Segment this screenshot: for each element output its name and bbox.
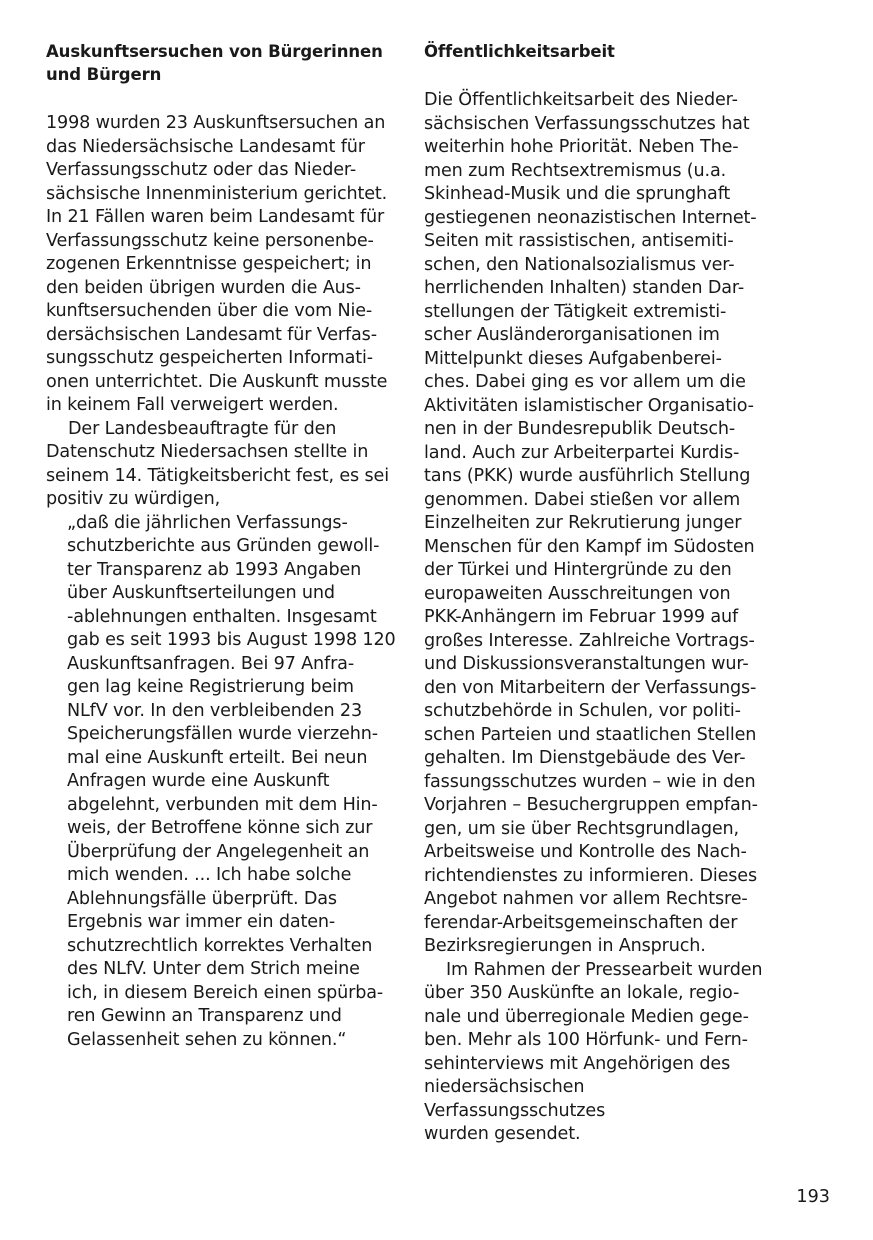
page-number: 193	[796, 1187, 830, 1207]
paragraph-auskunftsersuchen-stats: 1998 wurden 23 Auskunftsersuchen an das Niedersächsische Landesamt für Verfassungsschutz oder das Nieder- sächsische Innenministerium gerichtet. In 21 Fällen waren beim Landesamt für Verfassungsschutz keine personenbe- zogenen Erkenntnisse gespeichert; in den beiden übrigen wurden die Aus- kunftsersuchenden über die vom Nie- dersächsischen Landesamt für Verfas- sungsschutz gespeicherten Informati- onen unterrichtet. Die Auskunft musste in keinem Fall verweigert werden.	[46, 113, 388, 415]
paragraph-pressearbeit: Im Rahmen der Pressearbeit wurden über 350 Auskünfte an lokale, regio- nale und überregionale Medien gege- ben. Mehr als 100 Hörfunk- und Fern- sehinterviews mit Angehörigen des niedersächsischen Verfassungsschutzes wurden gesendet.	[424, 959, 763, 1144]
paragraph-oeffentlichkeitsarbeit: Die Öffentlichkeitsarbeit des Nieder- sächsischen Verfassungsschutzes hat weiterhin hohe Priorität. Neben The- men zum Rechtsextremismus (u.a. Skinhead-Musik und die sprunghaft gestiegenen neonazistischen Internet- Seiten mit rassistischen, antisemiti- schen, den Nationalsozialismus ver- herrlichenden Inhalten) standen Dar- stellungen der Tätigkeit extremisti- scher Ausländerorganisationen im Mittelpunkt dieses Aufgabenberei- ches. Dabei ging es vor allem um die Aktivitäten islamistischer Organisatio- nen in der Bundesrepublik Deutsch- land. Auch zur Arbeiterpartei Kurdis- tans (PKK) wurde ausführlich Stellung genommen. Dabei stießen vor allem Einzelheiten zur Rekrutierung junger Menschen für den Kampf im Südosten der Türkei und Hintergründe zu den europaweiten Ausschreitungen von PKK-Anhängern im Februar 1999 auf großes Interesse. Zahlreiche Vortrags- und Diskussionsveranstaltungen wur- den von Mitarbeitern der Verfassungs- schutzbehörde in Schulen, vor politi- schen Parteien und staatlichen Stellen gehalten. Im Dienstgebäude des Ver- fassungsschutzes wurden – wie in den Vorjahren – Besuchergruppen empfan- gen, um sie über Rechtsgrundlagen, Arbeitsweise und Kontrolle des Nach- richtendienstes zu informieren. Dieses Angebot nahmen vor allem Rechtsre- ferendar-Arbeitsgemeinschaften der Bezirksregierungen in Anspruch.	[424, 90, 758, 956]
section-heading-auskunftsersuchen: Auskunftsersuchen von Bürgerinnen und Bürgern	[46, 42, 383, 84]
left-column	[46, 40, 396, 1052]
paragraph-landesbeauftragter: Der Landesbeauftragte für den Datenschutz Niedersachsen stellte in seinem 14. Tätigkeitsbericht fest, es sei positiv zu würdigen,	[46, 418, 389, 509]
right-column	[424, 40, 769, 1147]
section-heading-oeffentlichkeitsarbeit: Öffentlichkeitsarbeit	[424, 42, 615, 61]
block-quote: „daß die jährlichen Verfassungs- schutzberichte aus Gründen gewoll- ter Transparenz ab 1993 Angaben über Auskunftserteilungen und -ablehnungen enthalten. Insgesamt gab es seit 1993 bis August 1998 120 Auskunftsanfragen. Bei 97 Anfra- gen lag keine Registrierung beim NLfV vor. In den verbleibenden 23 Speicherungsfällen wurde vierzehn- mal eine Auskunft erteilt. Bei neun Anfragen wurde eine Auskunft abgelehnt, verbunden mit dem Hin- weis, der Betroffene könne sich zur Überprüfung der Angelegenheit an mich wenden. ... Ich habe solche Ablehnungsfälle überprüft. Das Ergebnis war immer ein daten- schutzrechtlich korrektes Verhalten des NLfV. Unter dem Strich meine ich, in diesem Bereich einen spürba- ren Gewinn an Transparenz und Gelassenheit sehen zu können.“	[67, 512, 396, 1050]
